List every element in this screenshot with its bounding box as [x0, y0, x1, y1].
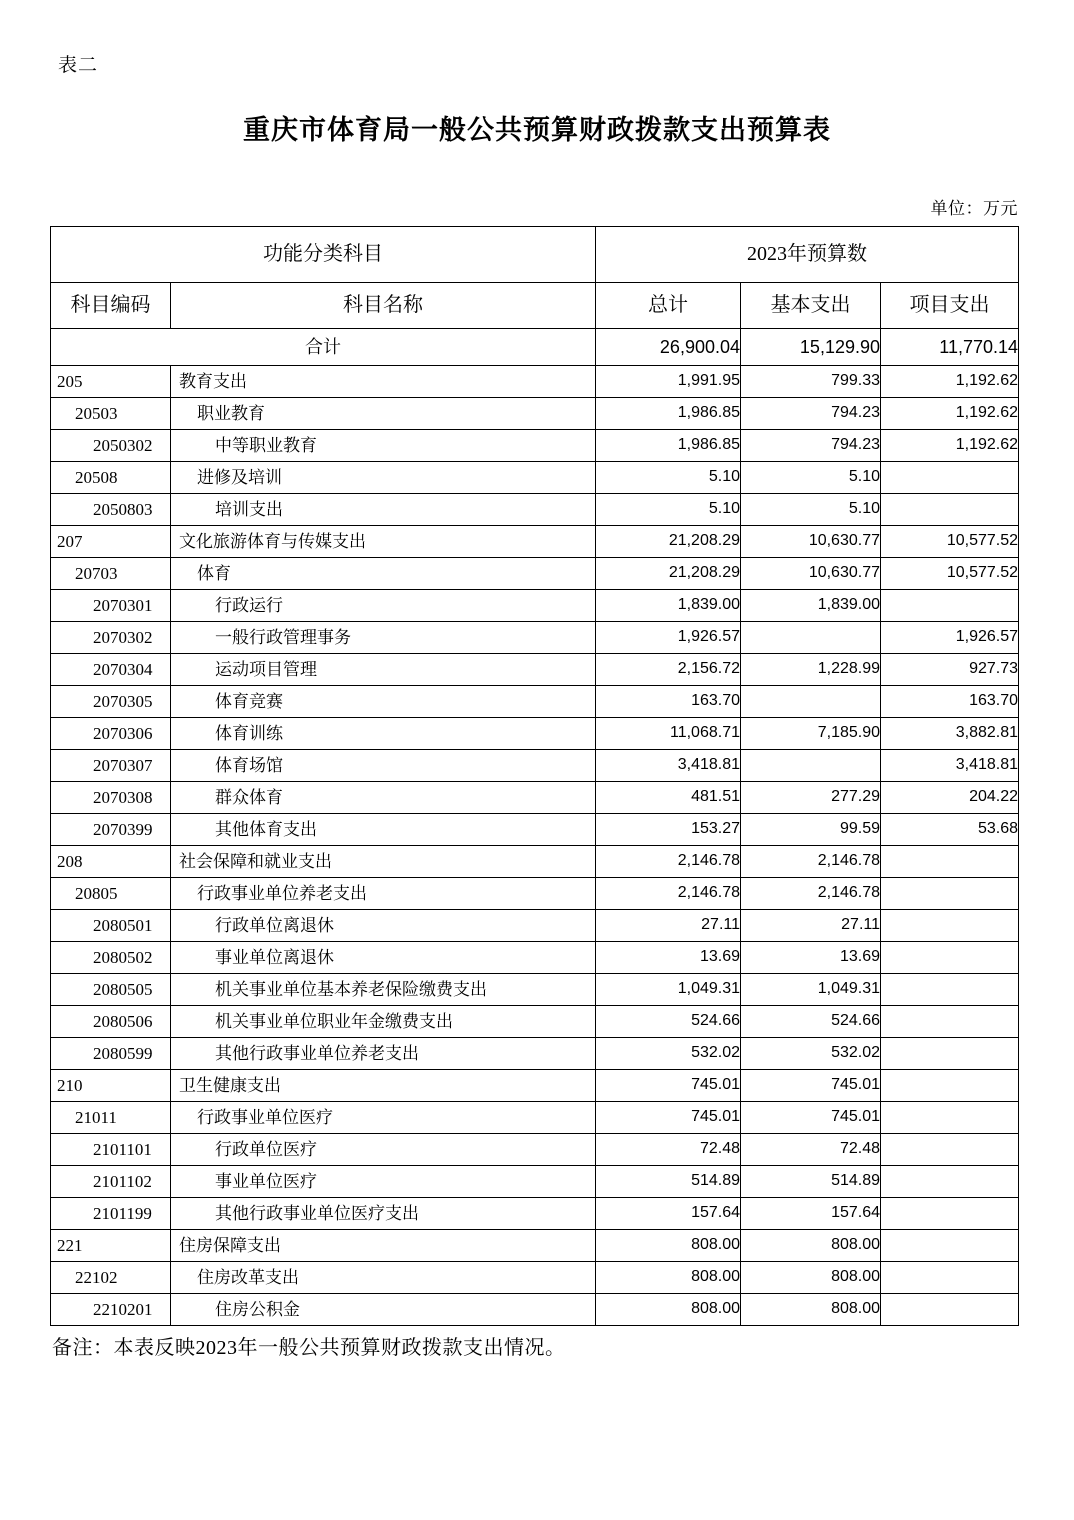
- row-project: [881, 462, 1019, 494]
- row-name: 行政单位离退休: [171, 910, 596, 942]
- unit-label: 单位：万元: [930, 199, 1018, 218]
- row-total: 1,049.31: [596, 974, 741, 1006]
- table-body: [51, 329, 1019, 1326]
- header-group-row: [51, 227, 1019, 283]
- row-code: 2101102: [51, 1166, 171, 1198]
- row-name: 体育场馆: [171, 750, 596, 782]
- table-row: [51, 910, 1019, 942]
- row-total: 72.48: [596, 1134, 741, 1166]
- row-total: 1,986.85: [596, 430, 741, 462]
- row-name: 中等职业教育: [171, 430, 596, 462]
- row-total: 5.10: [596, 494, 741, 526]
- row-basic: 2,146.78: [741, 846, 881, 878]
- table-row: [51, 686, 1019, 718]
- row-code: 2210201: [51, 1294, 171, 1326]
- row-project: [881, 1262, 1019, 1294]
- row-project: [881, 1230, 1019, 1262]
- sheet-label: 表二: [58, 55, 99, 76]
- row-code: 2050302: [51, 430, 171, 462]
- row-total: 2,146.78: [596, 878, 741, 910]
- row-project: 1,192.62: [881, 366, 1019, 398]
- table-row: [51, 942, 1019, 974]
- row-project: 53.68: [881, 814, 1019, 846]
- row-basic: 13.69: [741, 942, 881, 974]
- table-row: [51, 654, 1019, 686]
- row-total: 27.11: [596, 910, 741, 942]
- row-basic: 1,228.99: [741, 654, 881, 686]
- row-code: 2101101: [51, 1134, 171, 1166]
- row-name: 文化旅游体育与传媒支出: [171, 526, 596, 558]
- row-project: [881, 974, 1019, 1006]
- row-project: [881, 846, 1019, 878]
- row-name: 进修及培训: [171, 462, 596, 494]
- table-row: [51, 1166, 1019, 1198]
- grand-total-basic: 15,129.90: [741, 329, 881, 366]
- row-code: 2070304: [51, 654, 171, 686]
- row-name: 行政运行: [171, 590, 596, 622]
- table-row: [51, 526, 1019, 558]
- footnote: 备注：本表反映2023年一般公共预算财政拨款支出情况。: [52, 1337, 566, 1359]
- row-project: [881, 878, 1019, 910]
- table-row: [51, 782, 1019, 814]
- table-row: [51, 462, 1019, 494]
- header-col-project: 项目支出: [881, 283, 1019, 329]
- row-name: 教育支出: [171, 366, 596, 398]
- page-title: 重庆市体育局一般公共预算财政拨款支出预算表: [243, 115, 831, 145]
- grand-total-project: 11,770.14: [881, 329, 1019, 366]
- table-row: [51, 1070, 1019, 1102]
- row-name: 行政事业单位医疗: [171, 1102, 596, 1134]
- row-basic: 514.89: [741, 1166, 881, 1198]
- row-basic: 1,839.00: [741, 590, 881, 622]
- row-project: 10,577.52: [881, 558, 1019, 590]
- row-total: 5.10: [596, 462, 741, 494]
- row-name: 体育: [171, 558, 596, 590]
- row-basic: 1,049.31: [741, 974, 881, 1006]
- table-row: [51, 366, 1019, 398]
- row-project: 1,192.62: [881, 430, 1019, 462]
- row-project: [881, 1198, 1019, 1230]
- row-name: 卫生健康支出: [171, 1070, 596, 1102]
- table-row: [51, 846, 1019, 878]
- row-total: 481.51: [596, 782, 741, 814]
- row-name: 培训支出: [171, 494, 596, 526]
- row-code: 2080505: [51, 974, 171, 1006]
- row-code: 20508: [51, 462, 171, 494]
- row-total: 808.00: [596, 1262, 741, 1294]
- header-budget-year: 2023年预算数: [596, 227, 1019, 283]
- row-name: 其他行政事业单位养老支出: [171, 1038, 596, 1070]
- row-basic: 5.10: [741, 462, 881, 494]
- row-basic: 808.00: [741, 1262, 881, 1294]
- grand-total-label: 合计: [51, 329, 596, 366]
- header-functional-category: 功能分类科目: [51, 227, 596, 283]
- row-basic: 532.02: [741, 1038, 881, 1070]
- row-basic: 794.23: [741, 398, 881, 430]
- table-row: [51, 622, 1019, 654]
- row-code: 2070305: [51, 686, 171, 718]
- table-row: [51, 1262, 1019, 1294]
- row-name: 体育训练: [171, 718, 596, 750]
- row-code: 21011: [51, 1102, 171, 1134]
- row-total: 514.89: [596, 1166, 741, 1198]
- table-row: [51, 1102, 1019, 1134]
- row-project: [881, 1070, 1019, 1102]
- table-row: [51, 1198, 1019, 1230]
- row-project: 10,577.52: [881, 526, 1019, 558]
- row-code: 2080506: [51, 1006, 171, 1038]
- row-name: 社会保障和就业支出: [171, 846, 596, 878]
- table-row-grand-total: [51, 329, 1019, 366]
- row-project: [881, 1038, 1019, 1070]
- table-row: [51, 590, 1019, 622]
- row-name: 住房保障支出: [171, 1230, 596, 1262]
- row-total: 1,926.57: [596, 622, 741, 654]
- budget-table: [50, 226, 1019, 1326]
- row-code: 2080501: [51, 910, 171, 942]
- row-code: 2070306: [51, 718, 171, 750]
- row-total: 808.00: [596, 1294, 741, 1326]
- row-project: [881, 1166, 1019, 1198]
- row-basic: 5.10: [741, 494, 881, 526]
- row-code: 20503: [51, 398, 171, 430]
- header-sub-row: [51, 283, 1019, 329]
- row-code: 208: [51, 846, 171, 878]
- row-project: [881, 1102, 1019, 1134]
- table-row: [51, 878, 1019, 910]
- row-project: [881, 1134, 1019, 1166]
- row-basic: 745.01: [741, 1102, 881, 1134]
- row-project: 204.22: [881, 782, 1019, 814]
- row-name: 职业教育: [171, 398, 596, 430]
- row-code: 2070307: [51, 750, 171, 782]
- row-name: 行政单位医疗: [171, 1134, 596, 1166]
- row-total: 13.69: [596, 942, 741, 974]
- table-row: [51, 1134, 1019, 1166]
- row-basic: 524.66: [741, 1006, 881, 1038]
- table-row: [51, 1294, 1019, 1326]
- row-name: 事业单位医疗: [171, 1166, 596, 1198]
- row-basic: 277.29: [741, 782, 881, 814]
- row-basic: [741, 622, 881, 654]
- table-row: [51, 1230, 1019, 1262]
- table-row: [51, 398, 1019, 430]
- header-col-name: 科目名称: [171, 283, 596, 329]
- row-code: 20703: [51, 558, 171, 590]
- row-total: 2,156.72: [596, 654, 741, 686]
- table-row: [51, 718, 1019, 750]
- row-code: 205: [51, 366, 171, 398]
- row-basic: 794.23: [741, 430, 881, 462]
- row-basic: 99.59: [741, 814, 881, 846]
- row-total: 21,208.29: [596, 526, 741, 558]
- row-basic: 10,630.77: [741, 526, 881, 558]
- table-header: [51, 227, 1019, 329]
- row-name: 其他行政事业单位医疗支出: [171, 1198, 596, 1230]
- row-project: [881, 1006, 1019, 1038]
- table-row: [51, 974, 1019, 1006]
- row-total: 157.64: [596, 1198, 741, 1230]
- row-name: 事业单位离退休: [171, 942, 596, 974]
- row-basic: [741, 750, 881, 782]
- table-row: [51, 430, 1019, 462]
- row-name: 住房改革支出: [171, 1262, 596, 1294]
- row-project: [881, 942, 1019, 974]
- row-project: 3,882.81: [881, 718, 1019, 750]
- row-total: 153.27: [596, 814, 741, 846]
- row-total: 2,146.78: [596, 846, 741, 878]
- row-basic: 2,146.78: [741, 878, 881, 910]
- row-basic: 808.00: [741, 1294, 881, 1326]
- budget-table-container: [50, 226, 1018, 1326]
- row-total: 808.00: [596, 1230, 741, 1262]
- row-basic: 808.00: [741, 1230, 881, 1262]
- row-name: 体育竞赛: [171, 686, 596, 718]
- row-project: 1,192.62: [881, 398, 1019, 430]
- row-basic: 27.11: [741, 910, 881, 942]
- row-basic: [741, 686, 881, 718]
- row-code: 2080502: [51, 942, 171, 974]
- row-code: 2070302: [51, 622, 171, 654]
- row-basic: 745.01: [741, 1070, 881, 1102]
- table-row: [51, 1038, 1019, 1070]
- row-basic: 799.33: [741, 366, 881, 398]
- row-code: 210: [51, 1070, 171, 1102]
- row-code: 2070301: [51, 590, 171, 622]
- row-code: 22102: [51, 1262, 171, 1294]
- row-project: 163.70: [881, 686, 1019, 718]
- row-project: 1,926.57: [881, 622, 1019, 654]
- row-code: 2070308: [51, 782, 171, 814]
- row-code: 207: [51, 526, 171, 558]
- table-row: [51, 1006, 1019, 1038]
- row-total: 1,991.95: [596, 366, 741, 398]
- row-name: 机关事业单位基本养老保险缴费支出: [171, 974, 596, 1006]
- row-code: 2101199: [51, 1198, 171, 1230]
- table-row: [51, 494, 1019, 526]
- row-total: 3,418.81: [596, 750, 741, 782]
- row-project: [881, 1294, 1019, 1326]
- row-project: 3,418.81: [881, 750, 1019, 782]
- row-code: 2080599: [51, 1038, 171, 1070]
- row-name: 其他体育支出: [171, 814, 596, 846]
- header-col-basic: 基本支出: [741, 283, 881, 329]
- row-basic: 157.64: [741, 1198, 881, 1230]
- row-total: 163.70: [596, 686, 741, 718]
- row-basic: 72.48: [741, 1134, 881, 1166]
- row-project: [881, 590, 1019, 622]
- row-name: 行政事业单位养老支出: [171, 878, 596, 910]
- row-basic: 7,185.90: [741, 718, 881, 750]
- row-name: 住房公积金: [171, 1294, 596, 1326]
- row-name: 运动项目管理: [171, 654, 596, 686]
- row-total: 1,839.00: [596, 590, 741, 622]
- row-name: 一般行政管理事务: [171, 622, 596, 654]
- row-basic: 10,630.77: [741, 558, 881, 590]
- row-code: 2050803: [51, 494, 171, 526]
- grand-total-total: 26,900.04: [596, 329, 741, 366]
- row-total: 745.01: [596, 1070, 741, 1102]
- row-project: [881, 494, 1019, 526]
- table-row: [51, 750, 1019, 782]
- table-row: [51, 814, 1019, 846]
- row-total: 532.02: [596, 1038, 741, 1070]
- row-code: 221: [51, 1230, 171, 1262]
- header-col-code: 科目编码: [51, 283, 171, 329]
- row-total: 11,068.71: [596, 718, 741, 750]
- table-row: [51, 558, 1019, 590]
- row-name: 群众体育: [171, 782, 596, 814]
- row-total: 745.01: [596, 1102, 741, 1134]
- row-code: 20805: [51, 878, 171, 910]
- row-total: 524.66: [596, 1006, 741, 1038]
- row-project: 927.73: [881, 654, 1019, 686]
- row-name: 机关事业单位职业年金缴费支出: [171, 1006, 596, 1038]
- row-project: [881, 910, 1019, 942]
- row-total: 21,208.29: [596, 558, 741, 590]
- row-code: 2070399: [51, 814, 171, 846]
- row-total: 1,986.85: [596, 398, 741, 430]
- header-col-total: 总计: [596, 283, 741, 329]
